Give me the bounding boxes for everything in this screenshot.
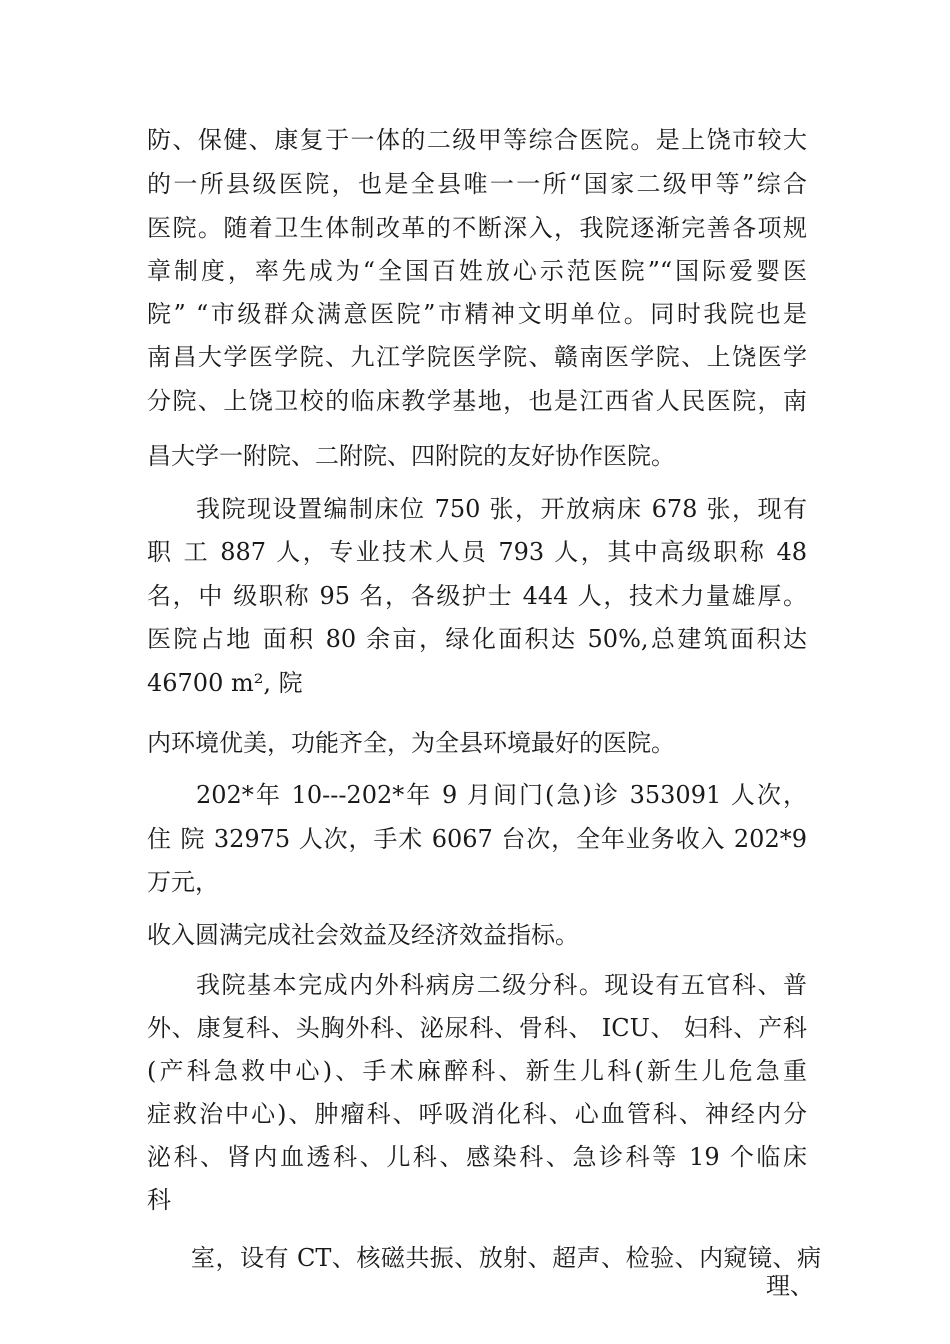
- text-line: 内环境优美，功能齐全，为全县环境最好的医院。: [147, 729, 675, 757]
- text-line: 收入圆满完成社会效益及经济效益指标。: [147, 921, 579, 949]
- text-line: 室，设有 CT、核磁共振、放射、超声、检验、内窥镜、病: [191, 1244, 821, 1272]
- text-line: 南昌大学医学院、九江学院医学院、赣南医学院、上饶医学: [147, 343, 807, 371]
- text-line: 46700 m², 院: [147, 669, 303, 697]
- text-line: 我院基本完成内外科病房二级分科。现设有五官科、普: [196, 971, 807, 999]
- text-line: 院” “市级群众满意医院”市精神文明单位。同时我院也是: [147, 300, 807, 328]
- text-line: 名，中 级职称 95 名，各级护士 444 人，技术力量雄厚。: [147, 582, 807, 610]
- text-line: 分院、上饶卫校的临床教学基地，也是江西省人民医院，南: [147, 387, 807, 415]
- text-line: 泌科、肾内血透科、儿科、感染科、急诊科等 19 个临床: [147, 1143, 807, 1171]
- text-line: 外、康复科、头胸外科、泌尿科、骨科、 ICU、 妇科、产科: [147, 1014, 807, 1042]
- text-line: 202*年 10---202*年 9 月间门(急)诊 353091 人次，: [196, 781, 807, 809]
- text-line: 住 院 32975 人次，手术 6067 台次，全年业务收入 202*9: [147, 825, 807, 853]
- text-line: 医院占地 面积 80 余亩，绿化面积达 50%,总建筑面积达: [147, 625, 807, 653]
- text-line: 理、: [766, 1272, 814, 1300]
- text-line: 职 工 887 人，专业技术人员 793 人，其中高级职称 48: [147, 538, 807, 566]
- text-line: 章制度，率先成为“全国百姓放心示范医院”“国际爱婴医: [147, 257, 807, 285]
- text-line: 症救治中心)、肿瘤科、呼吸消化科、心血管科、神经内分: [147, 1100, 807, 1128]
- text-line: 昌大学一附院、二附院、四附院的友好协作医院。: [147, 442, 675, 470]
- text-line: 医院。随着卫生体制改革的不断深入，我院逐渐完善各项规: [147, 214, 807, 242]
- text-line: 万元，: [147, 868, 219, 896]
- text-line: (产科急救中心)、手术麻醉科、新生儿科(新生儿危急重: [147, 1057, 807, 1085]
- text-line: 防、保健、康复于一体的二级甲等综合医院。是上饶市较大: [147, 126, 807, 154]
- text-line: 科: [147, 1186, 171, 1214]
- text-line: 我院现设置编制床位 750 张，开放病床 678 张，现有: [196, 495, 807, 523]
- text-line: 的一所县级医院，也是全县唯一一所“国家二级甲等”综合: [147, 170, 807, 198]
